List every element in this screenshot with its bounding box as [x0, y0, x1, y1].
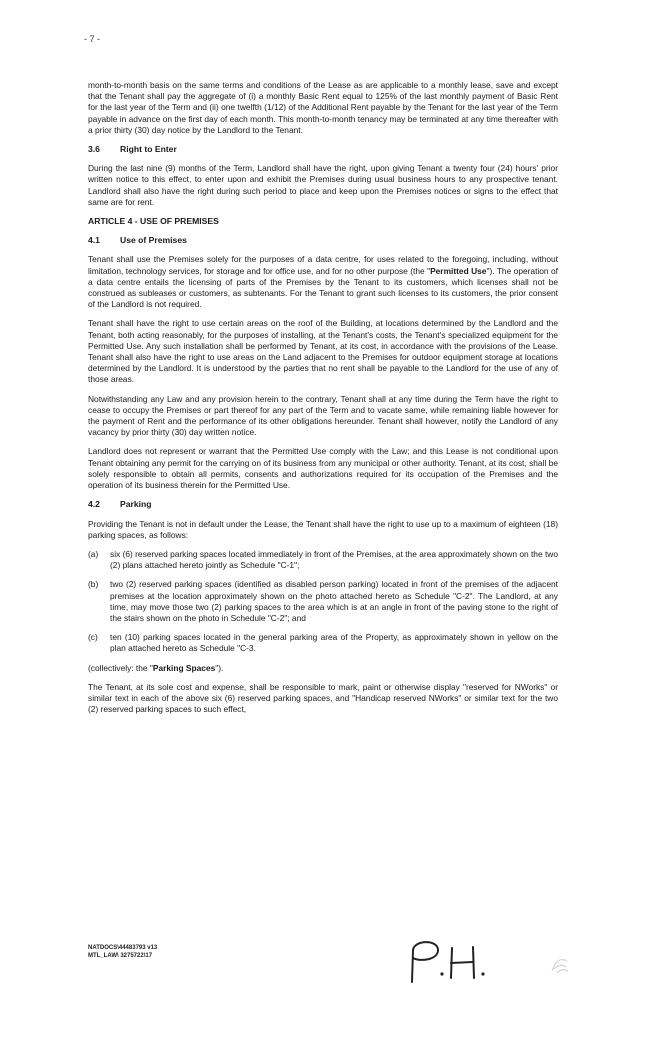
smudge-mark-icon	[548, 953, 572, 977]
document-footer	[88, 945, 157, 960]
initial-h-right	[473, 947, 474, 978]
section-number: 4.2	[88, 499, 100, 510]
defined-term: Parking Spaces	[152, 662, 216, 673]
section-4-1-paragraph-2: Tenant shall have the right to use certain areas on the roof of the Building, at locations determined by the Landlord and the Tenant, both acting reasonably, for the purposes of installing, at the Tenant's costs, the Tenant's specialized equipment for the Permitted Use. Any such installation shall be performed by Tenant, at its cost, in accordance with the provisions of the Lease. Tenant shall also have the right to use areas on the Land adjacent to the Premises for outdoor equipment storage at locations determined by the Landlord. It is understood by the parties that no rent shall be payable to the Landlord for the use of any of those areas.	[88, 318, 558, 385]
section-4-2-closing: The Tenant, at its sole cost and expense, shall be responsible to mark, paint or otherwise display "reserved for NWorks" or similar text in each of the above six (6) reserved parking spaces, and "Handicap reserved NWorks" or similar text for the two (2) reserved parking spaces to such effect,	[88, 681, 558, 715]
carryover-paragraph: month-to-month basis on the same terms and conditions of the Lease as are applicable to a monthly lease, save and except that the Tenant shall pay the aggregate of (i) a monthly Basic Rent equal to 125% of the last monthly payment of Basic Rent for the last year of the Term and (ii) one twelfth (1/12) of the Additional Rent payable by the Tenant for the last year of the Term payable in advance on the first day of each month. This month-to-month tenancy may be terminated at any time thereafter with a prior thirty (30) day notice by the Landlord to the Tenant.	[88, 80, 558, 135]
section-4-1-paragraph-4: Landlord does not represent or warrant that the Permitted Use comply with the Law; and this Lease is not conditional upon Tenant obtaining any permit for the carrying on of its business from any municipal or other authority. Tenant, at its cost, shall be solely responsible to obtain all permits, consents and authorizations required for its occupation of the Premises and the operation of its business therein for the Permitted Use.	[88, 446, 558, 491]
list-item	[88, 632, 558, 654]
list-item-label: (b)	[88, 579, 99, 590]
section-4-1-heading	[88, 235, 558, 246]
list-item-label: (a)	[88, 548, 99, 559]
doc-reference-2: MTL_LAW\ 3275722\17	[88, 952, 153, 959]
section-number: 3.6	[88, 144, 100, 155]
lease-body	[88, 80, 558, 723]
text-run: "). The operation of a data centre entails the licensing of parts of the Premises by the Tenant to its customers, which licenses shall not be construed as subleases or customers, as subtenants. For the Tenant to grant such licenses to its customers, the prior consent of the Landlord is not required.	[88, 265, 558, 310]
initial-dot	[440, 972, 443, 975]
initial-h-bar	[451, 962, 473, 963]
initial-p-bowl	[413, 942, 438, 960]
section-number: 4.1	[88, 235, 100, 246]
text-run: Tenant shall use the Premises solely for the purposes of a data centre, for uses related to the foregoing, including, without limitation, technology services, for storage and for office use, and for no other purpose (the "	[88, 254, 558, 276]
collective-definition	[88, 663, 558, 674]
initial-p-stroke	[412, 950, 413, 982]
initial-dot	[481, 972, 484, 975]
list-item-text: ten (10) parking spaces located in the general parking area of the Property, as approximately shown in yellow on the plan attached hereto as Schedule "C-3.	[110, 632, 558, 654]
section-4-2-intro: Providing the Tenant is not in default under the Lease, the Tenant shall have the right to use up to a maximum of eighteen (18) parking spaces, as follows:	[88, 518, 558, 540]
handwritten-initials	[404, 936, 494, 986]
section-title: Use of Premises	[120, 235, 187, 246]
doc-reference-1: NATDOCS\44483793 v13	[88, 945, 158, 951]
article-4-heading: ARTICLE 4 - USE OF PREMISES	[88, 216, 219, 227]
text-run: (collectively: the "	[88, 662, 153, 673]
list-item	[88, 549, 558, 571]
text-run: ").	[215, 662, 224, 673]
list-item-text: two (2) reserved parking spaces (identified as disabled person parking) located in front of the premises of the adjacent premises at the location approximately shown on the photo attached hereto as Schedule "C-2". The Landlord, at any time, may move those two (2) parking spaces to the area which is at an angle in front of the paving stone to the right of the stairs shown on the photo in Schedule "C-2"; and	[110, 579, 558, 623]
list-item-text: six (6) reserved parking spaces located immediately in front of the Premises, at the area approximately shown on the two (2) plans attached hereto jointly as Schedule "C-1";	[110, 548, 558, 571]
page-number: - 7 -	[84, 34, 101, 44]
list-item	[88, 579, 558, 624]
section-title: Right to Enter	[120, 144, 177, 155]
defined-term: Permitted Use	[430, 265, 487, 276]
section-4-1-paragraph-3: Notwithstanding any Law and any provision herein to the contrary, Tenant shall at any time during the Term have the right to cease to occupy the Premises or part thereof for any part of the Term and to vacate same, while remaining liable however for the payment of Rent and the performance of its other obligations hereunder. Tenant shall however, notify the Landlord of any vacancy by prior thirty (30) day written notice.	[88, 393, 558, 438]
list-item-label: (c)	[88, 632, 98, 643]
section-4-2-heading	[88, 499, 558, 510]
section-3-6-heading	[88, 144, 558, 155]
section-3-6-text: During the last nine (9) months of the Term, Landlord shall have the right, upon giving Tenant a twenty four (24) hours' prior written notice to this effect, to enter upon and exhibit the Premises during usual business hours to any prospective tenant. Landlord shall also have the right during such period to place and keep upon the Premises notices or signs to the effect that same are for rent.	[88, 163, 558, 207]
section-4-1-paragraph-1	[88, 254, 558, 310]
section-title: Parking	[120, 499, 152, 510]
